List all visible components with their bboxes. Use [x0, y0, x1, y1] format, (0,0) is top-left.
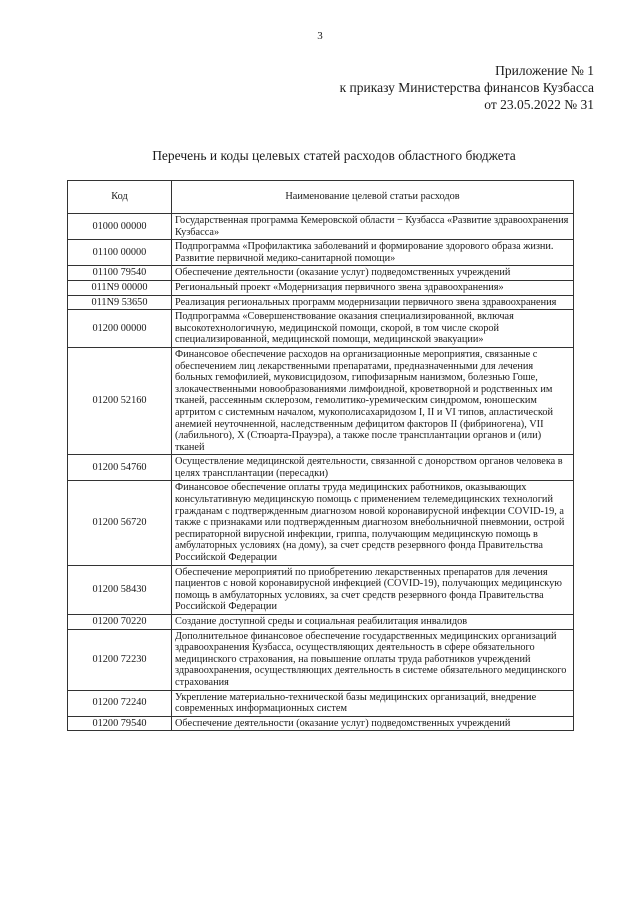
- row-name: Государственная программа Кемеровской области − Кузбасса «Развитие здравоохранения Кузбасса»: [172, 214, 574, 240]
- row-code: 01200 72240: [68, 690, 172, 716]
- table-row: [68, 310, 574, 348]
- appendix-header: [340, 62, 594, 113]
- code-column-header: Код: [68, 181, 172, 214]
- row-name: Осуществление медицинской деятельности, связанной с донорством органов человека в целях трансплантации (пересадки): [172, 455, 574, 481]
- appendix-line-3: от 23.05.2022 № 31: [484, 97, 594, 112]
- table-row: [68, 690, 574, 716]
- row-code: 01200 58430: [68, 565, 172, 614]
- table-header-row: [68, 181, 574, 214]
- table-row: [68, 565, 574, 614]
- row-code: 011N9 53650: [68, 295, 172, 310]
- row-code: 01200 54760: [68, 455, 172, 481]
- table-row: [68, 615, 574, 630]
- row-code: 01200 72230: [68, 629, 172, 690]
- table-row: [68, 240, 574, 266]
- table-row: [68, 629, 574, 690]
- row-code: 01100 79540: [68, 266, 172, 281]
- page-number: 3: [317, 30, 323, 42]
- appendix-line-2: к приказу Министерства финансов Кузбасса: [339, 80, 594, 95]
- table-row: [68, 295, 574, 310]
- row-name: Дополнительное финансовое обеспечение государственных медицинских организаций здравоохранения Кузбасса, осуществляющих деятельность в сфере обязательного медицинского страхования, на повышение оплаты труда работников учреждений здравоохранения, осуществляющих деятельность в системе обязательного медицинского страхования: [172, 629, 574, 690]
- row-name: Подпрограмма «Совершенствование оказания специализированной, включая высокотехнологичную, медицинской помощи, скорой, в том числе скорой специализированной, медицинской помощи, медицинской эвакуации»: [172, 310, 574, 348]
- row-code: 01200 00000: [68, 310, 172, 348]
- table-row: [68, 716, 574, 731]
- row-code: 01200 52160: [68, 347, 172, 454]
- table-row: [68, 214, 574, 240]
- budget-codes-table: [67, 180, 574, 731]
- row-code: 011N9 00000: [68, 280, 172, 295]
- table-row: [68, 347, 574, 454]
- row-code: 01100 00000: [68, 240, 172, 266]
- appendix-line-1: Приложение № 1: [495, 63, 594, 78]
- row-code: 01000 00000: [68, 214, 172, 240]
- row-name: Подпрограмма «Профилактика заболеваний и формирование здорового образа жизни. Развитие первичной медико-санитарной помощи»: [172, 240, 574, 266]
- row-name: Обеспечение деятельности (оказание услуг) подведомственных учреждений: [172, 716, 574, 731]
- table-row: [68, 455, 574, 481]
- table-row: [68, 481, 574, 565]
- row-name: Укрепление материально-технической базы медицинских организаций, внедрение современных информационных систем: [172, 690, 574, 716]
- table-row: [68, 280, 574, 295]
- document-title: Перечень и коды целевых статей расходов областного бюджета: [152, 148, 516, 163]
- table-row: [68, 266, 574, 281]
- row-code: 01200 70220: [68, 615, 172, 630]
- row-name: Реализация региональных программ модернизации первичного звена здравоохранения: [172, 295, 574, 310]
- row-name: Финансовое обеспечение оплаты труда медицинских работников, оказывающих консультативную медицинскую помощь с применением телемедицинских технологий гражданам с подтвержденным диагнозом новой коронавирусной инфекции COVID-19, а также с признаками или подтвержденным диагнозом внебольничной пневмонии, острой респираторной вирусной инфекции, гриппа, получающим медицинскую помощь в амбулаторных условиях (на дому), за счет средств резервного фонда Правительства Российской Федерации: [172, 481, 574, 565]
- row-code: 01200 79540: [68, 716, 172, 731]
- name-column-header: Наименование целевой статьи расходов: [172, 181, 574, 214]
- row-name: Региональный проект «Модернизация первичного звена здравоохранения»: [172, 280, 574, 295]
- row-name: Обеспечение мероприятий по приобретению лекарственных препаратов для лечения пациентов с новой коронавирусной инфекцией (COVID-19), получающих медицинскую помощь в амбулаторных условиях, за счет средств резервного фонда Правительства Российской Федерации: [172, 565, 574, 614]
- row-name: Обеспечение деятельности (оказание услуг) подведомственных учреждений: [172, 266, 574, 281]
- row-name: Финансовое обеспечение расходов на организационные мероприятия, связанные с обеспечением лиц лекарственными препаратами, предназначенными для лечения больных гемофилией, муковисцидозом, гипофизарным нанизмом, болезнью Гоше, злокачественными новообразованиями лимфоидной, кроветворной и родственных им тканей, рассеянным склерозом, гемолитико-уремическим синдромом, юношеским артритом с системным началом, мукополисахаридозом I, II и VI типов, апластической анемией неуточненной, наследственным дефицитом факторов II (фибриногена), VII (лабильного), X (Стюарта-Прауэра), а также после трансплантации органов и (или) тканей: [172, 347, 574, 454]
- row-name: Создание доступной среды и социальная реабилитация инвалидов: [172, 615, 574, 630]
- row-code: 01200 56720: [68, 481, 172, 565]
